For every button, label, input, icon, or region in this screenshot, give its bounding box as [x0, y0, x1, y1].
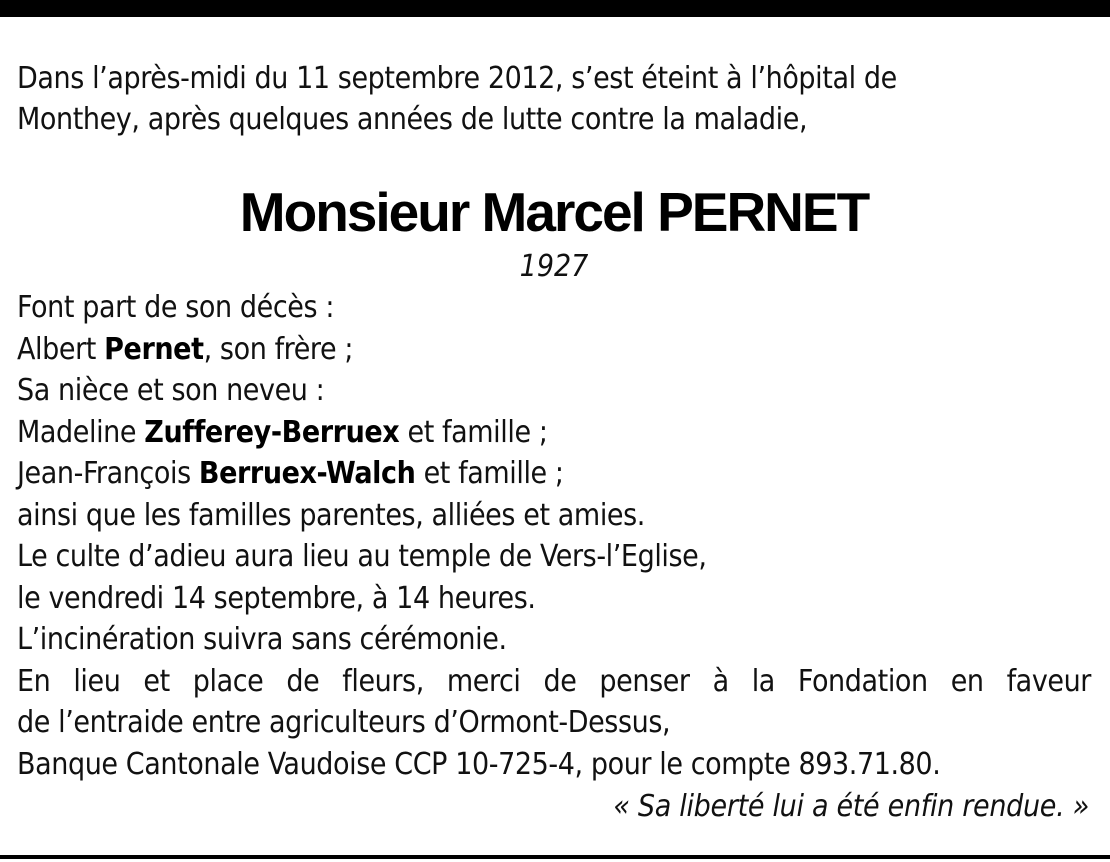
top-border-bar [0, 0, 1110, 17]
niece-nephew-heading: Sa nièce et son neveu : [17, 373, 325, 408]
relation: et famille ; [399, 414, 548, 450]
families-line: ainsi que les familles parentes, alliées et amies. [17, 497, 645, 533]
family-member-niece [17, 412, 1091, 454]
service-line-1: Le culte d’adieu aura lieu au temple de Vers-l’Eglise, [17, 539, 707, 574]
relation: , son frère ; [203, 331, 354, 367]
family-surname: Pernet [104, 331, 204, 367]
announcement-body [17, 287, 1091, 785]
obituary-notice [17, 58, 1091, 829]
birth-year: 1927 [519, 249, 589, 284]
relation: et famille ; [415, 456, 564, 491]
family-surname: Berruex-Walch [198, 456, 416, 491]
bottom-border-rule [0, 855, 1110, 859]
family-member-brother [17, 329, 1091, 371]
donation-line-1: En lieu et place de fleurs, merci de penser à la Fondation en faveur [17, 663, 1091, 699]
donation-line-3: Banque Cantonale Vaudoise CCP 10-725-4, pour le compte 893.71.80. [17, 746, 941, 782]
family-surname: Zufferey-Berruex [144, 414, 400, 450]
deceased-name: Monsieur Marcel PERNET [239, 181, 869, 243]
donation-line-2: de l’entraide entre agriculteurs d’Ormont-Dessus, [17, 705, 671, 740]
first-name: Madeline [17, 414, 145, 450]
first-name: Jean-François [17, 456, 199, 491]
closing-quote: « Sa liberté lui a été enfin rendue. » [613, 789, 1089, 824]
intro-line-2: Monthey, après quelques années de lutte contre la maladie, [17, 102, 808, 137]
first-name: Albert [17, 331, 105, 367]
intro-line-1: Dans l’après-midi du 11 septembre 2012, s’est éteint à l’hôpital de [17, 61, 897, 96]
intro-paragraph [17, 58, 1091, 144]
announcement-heading: Font part de son décès : [17, 290, 335, 325]
service-line-3: L’incinération suivra sans cérémonie. [17, 622, 507, 657]
service-line-2: le vendredi 14 septembre, à 14 heures. [17, 580, 536, 616]
family-member-nephew [17, 453, 1091, 495]
